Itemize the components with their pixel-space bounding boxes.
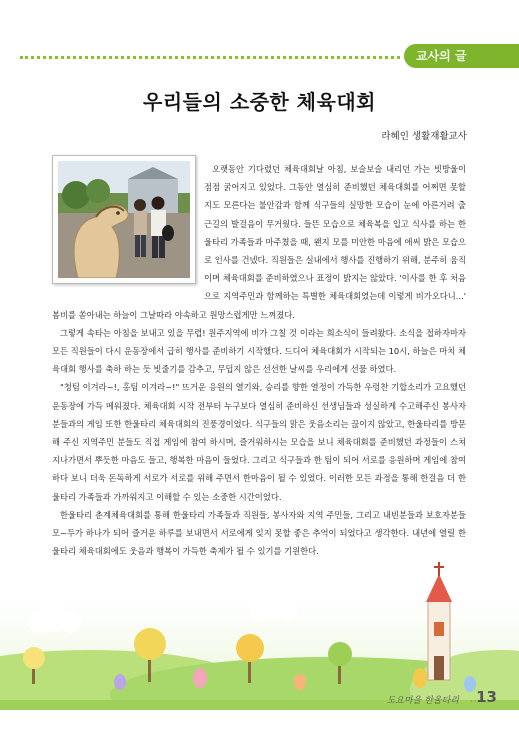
paragraph-3: "청팀 이겨라~!, 홍팀 이겨라~!" 뜨거운 응원의 열기와, 승리를 향한 열정이 가득한 우렁찬 기합소리가 고요했던 운동장에 가득 메워졌다. 체육대회 시작 전부터 누구보다 열심히 준비하신 선생님들과 성실하게 수고해주신 봉사자 분들과의 게임 또한 한울타리 체육대회의 진풍경이었다. 식구들의 맑은 웃음소리는 끊이지 않았고, 한울타리를 방문해 주신 지역주민 분들도 직접 게임에 참여 하시며, 즐거워하시는 모습을 보니 체육대회를 준비했던 과정들이 스쳐 지나가면서 뿌듯한 마음도 들고, 행복한 마음이 들었다. 그리고 식구들과 한 팀이 되어 서로를 응원하며 게임에 참여하다 보니 더욱 돈독하게 서로가 서로를 위해 주면서 한마음이 될 수 있었다. 이러한 모든 과정을 통해 한걸음 더 한울타리 가족들과 가까워지고 이해할 수 있는 소중한 시간이었다. (52, 382, 466, 502)
photo-wrap-spacer (52, 160, 204, 288)
article-author: 라혜인 생활재활교사 (381, 131, 467, 142)
paragraph-2: 그렇게 속타는 아침을 보내고 있을 무렵! 원주지역에 비가 그칠 것 이라는 희소식이 들려왔다. 소식을 접하자마자 모든 직원들이 다시 운동장에서 급히 행사를 준비하기 시작했다. 드디어 체육대회가 시작되는 10시, 하늘은 마치 체육대회 행사를 축하 하는 듯 빗줄기를 감추고, 무덥지 않은 선선한 날씨를 우리에게 선물 하였다. (52, 327, 466, 375)
footer-dots: .. (469, 691, 477, 705)
section-tag: 교사의 글 (404, 44, 519, 68)
article-body (52, 160, 466, 560)
publication-name: 도요마을 한울타리 (386, 696, 459, 706)
header-dotted-rule (20, 56, 400, 59)
page-number: 13 (476, 688, 497, 706)
paragraph-1: 오랫동안 기다렸던 체육대회날 아침, 보슬보슬 내리던 가는 빗방울이 점점 굵어지고 있었다. 그동안 열심히 준비했던 체육대회를 어쩌면 못할지도 모른다는 불안감과 함께 식구들의 실망한 모습이 눈에 아른거려 출근길의 발걸음이 무거웠다. 들뜬 모습으로 체육복을 입고 식사를 하는 한울타리 가족들과 마주쳤을 때, 왠지 모를 미안한 마음에 애써 밝은 모습으로 인사를 건넸다. 직원들은 실내에서 행사를 진행하기 위해, 분주히 움직이며 체육대회를 준비하였으나 표정이 밝지는 않았다. '이사를 한 후 처음으로 지역주민과 함께하는 특별한 체육대회였는데 이렇게 비가오다니...' 봄비를 쏟아내는 하늘이 그날따라 야속하고 원망스럽게만 느껴졌다. (52, 164, 466, 320)
decorative-landscape (0, 560, 519, 710)
article-title: 우리들의 소중한 체육대회 (143, 90, 376, 114)
paragraph-4: 한울타리 춘계체육대회를 통해 한울타리 가족들과 직원들, 봉사자와 지역 주민들, 그리고 내빈분들과 보호자분들 모~두가 하나가 되어 즐거운 하루를 보내면서 서로에게 잊지 못할 좋은 추억이 되었다고 생각한다. 내년에 열릴 한울타리 체육대회에도 웃음과 행복이 가득한 축제가 될 수 있기를 기원한다. (52, 509, 466, 557)
